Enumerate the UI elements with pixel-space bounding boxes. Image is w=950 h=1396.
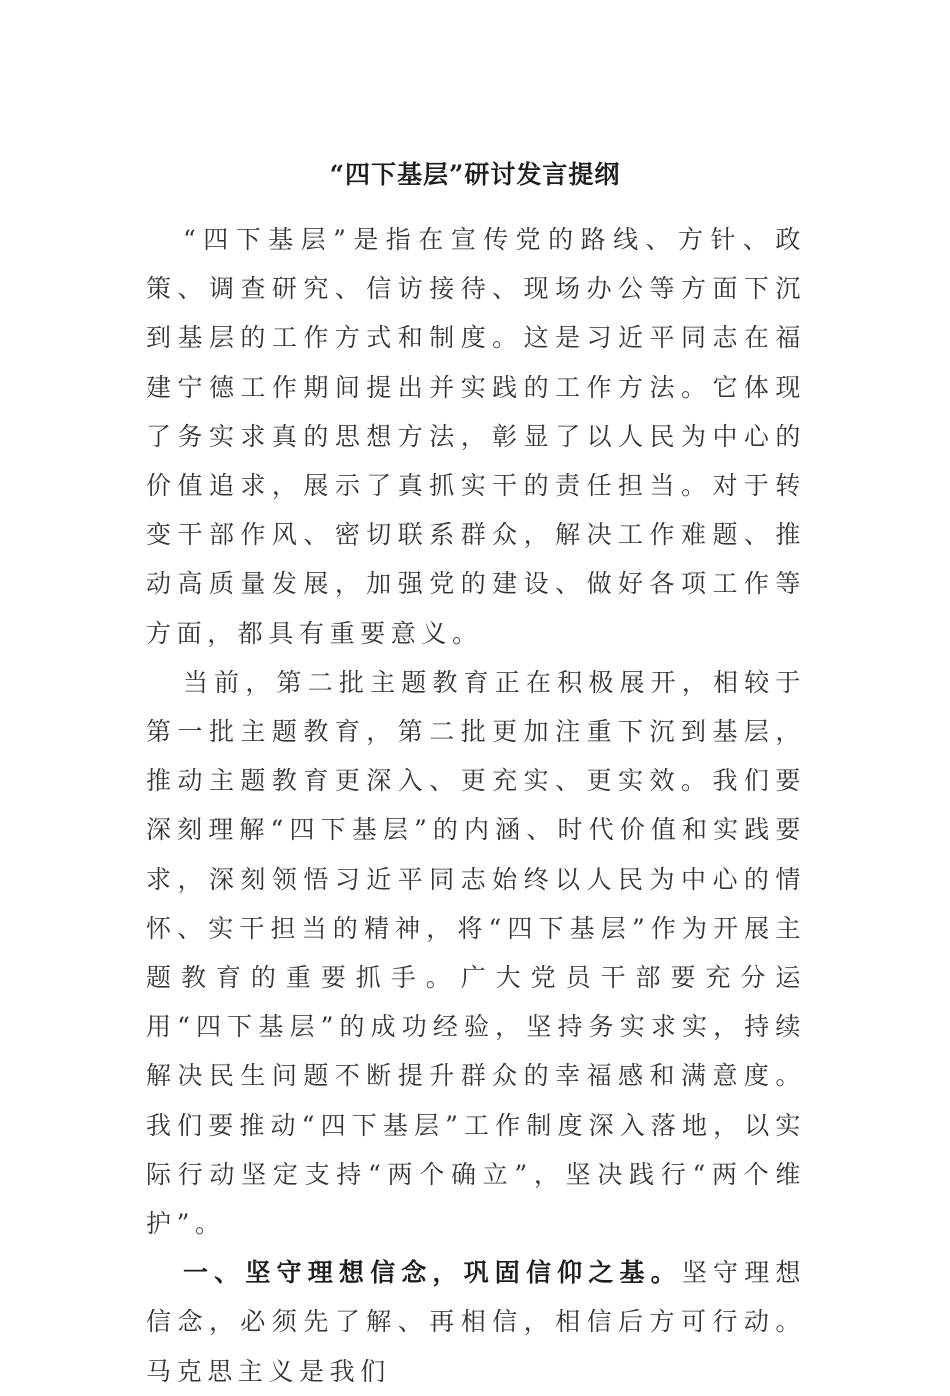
document-title: “四下基层”研讨发言提纲 bbox=[329, 160, 621, 189]
section-one-text: 坚守理想信念，必须先了解、再相信，相信后方可行动。马克思主义是我们 bbox=[146, 1258, 806, 1386]
paragraph-current-situation-text: 当前，第二批主题教育正在积极展开，相较于第一批主题教育，第二批更加注重下沉到基层，推动主题教育更深入、更充实、更实效。我们要深刻理解“四下基层”的内涵、时代价值和实践要求，深刻领悟习近平同志始终以人民为中心的情怀、实干担当的精神，将“四下基层”作为开展主题教育的重要抓手。广大党员干部要充分运用“四下基层”的成功经验，坚持务实求实，持续解决民生问题不断提升群众的幸福感和满意度。我们要推动“四下基层”工作制度深入落地，以实际行动坚定支持“两个确立”，坚决践行“两个维护”。 bbox=[146, 667, 806, 1239]
paragraph-section-one bbox=[146, 1248, 806, 1396]
paragraph-current-situation bbox=[146, 658, 806, 1248]
section-one-heading: 一、坚守理想信念，巩固信仰之基。 bbox=[183, 1258, 682, 1288]
paragraph-intro bbox=[146, 215, 806, 658]
document-body bbox=[146, 215, 806, 1396]
paragraph-intro-text: “四下基层”是指在宣传党的路线、方针、政策、调查研究、信访接待、现场办公等方面下沉到基层的工作方式和制度。这是习近平同志在福建宁德工作期间提出并实践的工作方法。它体现了务实求真的思想方法，彰显了以人民为中心的价值追求，展示了真抓实干的责任担当。对于转变干部作风、密切联系群众，解决工作难题、推动高质量发展，加强党的建设、做好各项工作等方面，都具有重要意义。 bbox=[146, 225, 806, 648]
